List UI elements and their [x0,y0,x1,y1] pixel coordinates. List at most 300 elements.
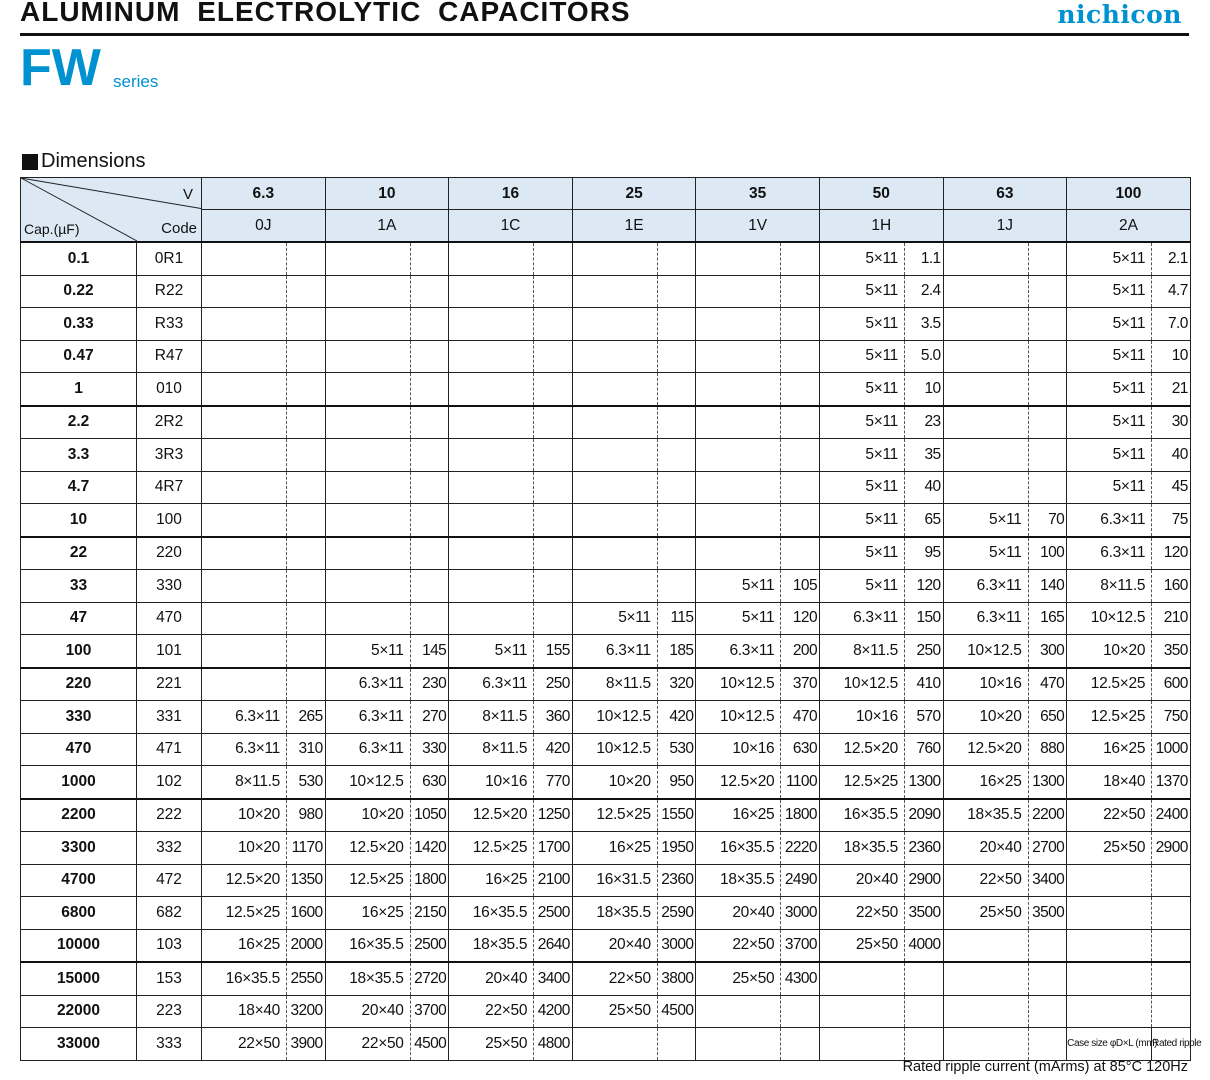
case-size-cell: 6.3×11 [943,602,1028,635]
ripple-current-cell: 1100 [781,766,820,799]
case-size-cell: 20×40 [325,995,410,1028]
ripple-current-cell [534,537,573,570]
ripple-current-cell [657,308,696,341]
case-size-cell [325,471,410,504]
case-size-cell: 12.5×25 [325,864,410,897]
corner-capacitance-label: Cap.(µF) [24,221,80,237]
case-size-cell: 10×12.5 [1067,602,1152,635]
table-row [21,701,1191,734]
capacitance-code: 0R1 [137,242,202,275]
capacitance-value: 33 [69,576,88,594]
table-row [21,766,1191,799]
ripple-current-cell [657,242,696,275]
case-size-cell: 16×35.5 [202,962,287,995]
case-size-cell: 5×11 [819,373,904,406]
ripple-current-cell [1028,406,1067,439]
capacitance-code: 2R2 [137,406,202,439]
ripple-current-cell: 2590 [657,897,696,930]
table-row [21,471,1191,504]
case-size-cell [325,504,410,537]
capacitance-code: R33 [137,308,202,341]
case-size-cell: 25×50 [572,995,657,1028]
ripple-current-cell [1152,897,1191,930]
ripple-current-cell: 7.0 [1152,308,1191,341]
case-size-cell: 12.5×25 [819,766,904,799]
ripple-current-cell: 980 [287,799,326,832]
ripple-current-cell: 2400 [1152,799,1191,832]
case-size-cell [696,275,781,308]
header-divider [20,33,1189,36]
case-size-cell: 18×35.5 [325,962,410,995]
capacitance-cell [21,406,137,439]
capacitance-code: 682 [137,897,202,930]
legend-case-size: Case size φD×L (mm) [1067,1028,1152,1061]
ripple-current-cell [781,340,820,373]
ripple-current-cell [410,275,449,308]
case-size-cell [325,275,410,308]
case-size-cell [572,373,657,406]
ripple-current-cell: 230 [410,668,449,701]
ripple-current-cell [287,308,326,341]
case-size-cell: 22×50 [449,995,534,1028]
case-size-cell: 10×16 [819,701,904,734]
case-size-cell: 6.3×11 [325,668,410,701]
capacitance-code: 101 [137,635,202,668]
case-size-cell: 20×40 [572,929,657,962]
ripple-current-cell: 420 [534,733,573,766]
capacitance-cell [21,504,137,537]
case-size-cell [1067,962,1152,995]
ripple-current-cell: 150 [904,602,943,635]
ripple-current-cell [904,962,943,995]
capacitance-code: 153 [137,962,202,995]
capacitance-code: 330 [137,570,202,603]
case-size-cell [1067,995,1152,1028]
case-size-cell [325,242,410,275]
case-size-cell [696,439,781,472]
footnote: Rated ripple current (mArms) at 85°C 120Hz [902,1059,1188,1075]
capacitance-cell [21,766,137,799]
case-size-cell [202,471,287,504]
capacitance-cell [21,373,137,406]
ripple-current-cell [287,635,326,668]
ripple-current-cell: 1170 [287,832,326,865]
ripple-current-cell: 320 [657,668,696,701]
case-size-cell: 25×50 [819,929,904,962]
capacitance-code: R47 [137,340,202,373]
case-size-cell: 10×12.5 [696,701,781,734]
case-size-cell: 10×20 [202,799,287,832]
case-size-cell [449,602,534,635]
case-size-cell: 6.3×11 [819,602,904,635]
case-size-cell [325,439,410,472]
ripple-current-cell [534,602,573,635]
ripple-current-cell [410,406,449,439]
ripple-current-cell: 770 [534,766,573,799]
case-size-cell: 10×20 [325,799,410,832]
capacitance-cell [21,701,137,734]
ripple-current-cell [657,504,696,537]
case-size-cell: 16×25 [1067,733,1152,766]
case-size-cell: 5×11 [1067,373,1152,406]
case-size-cell [449,439,534,472]
table-row [21,570,1191,603]
case-size-cell: 10×20 [572,766,657,799]
ripple-current-cell: 3400 [1028,864,1067,897]
table-row [21,275,1191,308]
ripple-current-cell: 3000 [657,929,696,962]
capacitance-cell [21,471,137,504]
capacitance-code: 471 [137,733,202,766]
case-size-cell: 20×40 [449,962,534,995]
case-size-cell [202,537,287,570]
ripple-current-cell: 115 [657,602,696,635]
voltage-header: 6.3 [202,178,326,210]
ripple-current-cell: 1050 [410,799,449,832]
capacitance-code: 470 [137,602,202,635]
ripple-current-cell [781,995,820,1028]
case-size-cell [572,570,657,603]
case-size-cell: 5×11 [1067,471,1152,504]
ripple-current-cell [534,439,573,472]
case-size-cell: 5×11 [819,242,904,275]
ripple-current-cell: 4.7 [1152,275,1191,308]
voltage-header: 63 [943,178,1067,210]
case-size-cell: 5×11 [819,504,904,537]
capacitance-value: 0.47 [63,347,94,365]
ripple-current-cell: 70 [1028,504,1067,537]
case-size-cell: 6.3×11 [449,668,534,701]
case-size-cell: 6.3×11 [1067,537,1152,570]
capacitance-code: 332 [137,832,202,865]
voltage-header: 25 [572,178,696,210]
case-size-cell [696,308,781,341]
case-size-cell: 12.5×25 [202,897,287,930]
case-size-cell: 8×11.5 [449,733,534,766]
case-size-cell [449,471,534,504]
dimensions-table [20,177,1202,1061]
ripple-current-cell [534,471,573,504]
case-size-cell: 5×11 [943,504,1028,537]
capacitance-code: 4R7 [137,471,202,504]
ripple-current-cell [1152,962,1191,995]
ripple-current-cell: 155 [534,635,573,668]
ripple-current-cell: 2.1 [1152,242,1191,275]
ripple-current-cell: 250 [534,668,573,701]
case-size-cell [449,373,534,406]
ripple-current-cell: 1600 [287,897,326,930]
ripple-current-cell: 1800 [410,864,449,897]
capacitance-value: 470 [65,740,92,758]
table-row [21,504,1191,537]
ripple-current-cell: 1370 [1152,766,1191,799]
ripple-current-cell: 3400 [534,962,573,995]
ripple-current-cell [287,340,326,373]
ripple-current-cell [657,340,696,373]
ripple-current-cell: 3500 [904,897,943,930]
case-size-cell: 10×16 [696,733,781,766]
case-size-cell: 5×11 [325,635,410,668]
ripple-current-cell: 120 [1152,537,1191,570]
case-size-cell: 5×11 [819,275,904,308]
capacitance-code: 220 [137,537,202,570]
ripple-current-cell: 2700 [1028,832,1067,865]
case-size-cell [202,570,287,603]
ripple-current-cell [287,373,326,406]
case-size-cell [202,308,287,341]
table-row [21,832,1191,865]
voltage-code-header: 2A [1067,210,1191,243]
case-size-cell: 22×50 [696,929,781,962]
ripple-current-cell [534,340,573,373]
ripple-current-cell: 370 [781,668,820,701]
capacitance-code: 3R3 [137,439,202,472]
voltage-header: 50 [819,178,943,210]
ripple-current-cell: 2500 [410,929,449,962]
ripple-current-cell: 2100 [534,864,573,897]
ripple-current-cell: 10 [1152,340,1191,373]
case-size-cell: 12.5×25 [449,832,534,865]
ripple-current-cell: 10 [904,373,943,406]
voltage-code-header: 1H [819,210,943,243]
case-size-cell: 16×25 [202,929,287,962]
case-size-cell: 5×11 [449,635,534,668]
ripple-current-cell: 330 [410,733,449,766]
case-size-cell [943,373,1028,406]
ripple-current-cell: 2090 [904,799,943,832]
ripple-current-cell [410,439,449,472]
ripple-current-cell [410,602,449,635]
ripple-current-cell: 1700 [534,832,573,865]
table-row [21,406,1191,439]
ripple-current-cell: 265 [287,701,326,734]
case-size-cell: 6.3×11 [202,733,287,766]
case-size-cell: 16×25 [572,832,657,865]
ripple-current-cell: 2900 [904,864,943,897]
case-size-cell: 16×35.5 [819,799,904,832]
ripple-current-cell: 120 [904,570,943,603]
ripple-current-cell: 630 [781,733,820,766]
case-size-cell [325,570,410,603]
case-size-cell: 16×35.5 [696,832,781,865]
case-size-cell: 18×35.5 [449,929,534,962]
case-size-cell [696,504,781,537]
case-size-cell [449,504,534,537]
ripple-current-cell: 4000 [904,929,943,962]
capacitance-value: 33000 [56,1034,101,1052]
case-size-cell: 10×12.5 [572,701,657,734]
case-size-cell: 5×11 [1067,439,1152,472]
ripple-current-cell: 600 [1152,668,1191,701]
case-size-cell [1067,864,1152,897]
case-size-cell: 16×35.5 [449,897,534,930]
case-size-cell: 25×50 [1067,832,1152,865]
table-row [21,308,1191,341]
case-size-cell [449,275,534,308]
case-size-cell: 16×31.5 [572,864,657,897]
case-size-cell: 22×50 [325,1028,410,1061]
table-row [21,439,1191,472]
case-size-cell [325,308,410,341]
case-size-cell: 6.3×11 [325,733,410,766]
case-size-cell: 25×50 [696,962,781,995]
case-size-cell [202,668,287,701]
case-size-cell [325,373,410,406]
series-code: FW [20,39,101,97]
case-size-cell: 10×16 [449,766,534,799]
ripple-current-cell: 250 [904,635,943,668]
case-size-cell: 10×12.5 [943,635,1028,668]
ripple-current-cell: 3800 [657,962,696,995]
ripple-current-cell: 105 [781,570,820,603]
capacitance-code: R22 [137,275,202,308]
case-size-cell: 12.5×20 [819,733,904,766]
case-size-cell: 22×50 [572,962,657,995]
case-size-cell [943,308,1028,341]
ripple-current-cell [410,537,449,570]
ripple-current-cell [1028,1028,1067,1061]
ripple-current-cell: 1350 [287,864,326,897]
capacitance-value: 22000 [56,1002,101,1020]
ripple-current-cell: 40 [1152,439,1191,472]
case-size-cell [819,995,904,1028]
case-size-cell [696,995,781,1028]
case-size-cell: 6.3×11 [696,635,781,668]
capacitance-cell [21,635,137,668]
voltage-header-row [21,178,1191,210]
case-size-cell: 18×35.5 [943,799,1028,832]
voltage-header: 100 [1067,178,1191,210]
table-row [21,340,1191,373]
brand-logo: nichicon [1057,0,1182,29]
case-size-cell: 10×12.5 [572,733,657,766]
capacitance-code: 221 [137,668,202,701]
case-size-cell: 10×12.5 [696,668,781,701]
ripple-current-cell: 45 [1152,471,1191,504]
table-row [21,1028,1191,1061]
case-size-cell: 16×25 [696,799,781,832]
ripple-current-cell [534,570,573,603]
case-size-cell [572,471,657,504]
case-size-cell [325,340,410,373]
table-row [21,929,1191,962]
ripple-current-cell: 4500 [410,1028,449,1061]
capacitance-cell [21,962,137,995]
case-size-cell: 8×11.5 [572,668,657,701]
ripple-current-cell: 100 [1028,537,1067,570]
table-row [21,373,1191,406]
case-size-cell [819,1028,904,1061]
voltage-code-header: 0J [202,210,326,243]
capacitance-cell [21,537,137,570]
case-size-cell [943,471,1028,504]
case-size-cell [572,242,657,275]
capacitance-value: 330 [65,707,92,725]
case-size-cell [325,537,410,570]
ripple-current-cell [781,1028,820,1061]
ripple-current-cell [781,373,820,406]
voltage-code-header: 1A [325,210,449,243]
ripple-current-cell [1028,340,1067,373]
case-size-cell: 10×12.5 [819,668,904,701]
ripple-current-cell [287,537,326,570]
ripple-current-cell: 470 [781,701,820,734]
capacitance-value: 220 [65,675,92,693]
case-size-cell [572,537,657,570]
ripple-current-cell [657,471,696,504]
ripple-current-cell [657,275,696,308]
case-size-cell: 5×11 [943,537,1028,570]
case-size-cell: 5×11 [819,406,904,439]
case-size-cell: 10×20 [943,701,1028,734]
table-row [21,668,1191,701]
capacitance-cell [21,929,137,962]
ripple-current-cell [781,406,820,439]
ripple-current-cell [534,275,573,308]
voltage-header: 35 [696,178,820,210]
table-row [21,897,1191,930]
capacitance-value: 10 [69,510,88,528]
case-size-cell: 5×11 [1067,275,1152,308]
case-size-cell [696,471,781,504]
ripple-current-cell: 530 [287,766,326,799]
case-size-cell [572,504,657,537]
ripple-current-cell [410,570,449,603]
ripple-current-cell [410,308,449,341]
case-size-cell [572,406,657,439]
case-size-cell [1067,897,1152,930]
ripple-current-cell: 23 [904,406,943,439]
ripple-current-cell [287,471,326,504]
capacitance-cell [21,602,137,635]
ripple-current-cell: 1550 [657,799,696,832]
case-size-cell: 6.3×11 [572,635,657,668]
ripple-current-cell: 4300 [781,962,820,995]
square-bullet-icon [22,154,38,170]
capacitance-cell [21,242,137,275]
case-size-cell: 10×20 [202,832,287,865]
case-size-cell [943,406,1028,439]
capacitance-cell [21,308,137,341]
capacitance-code: 102 [137,766,202,799]
case-size-cell: 12.5×20 [449,799,534,832]
ripple-current-cell: 3900 [287,1028,326,1061]
capacitance-code: 103 [137,929,202,962]
case-size-cell [943,995,1028,1028]
case-size-cell [572,1028,657,1061]
case-size-cell [449,242,534,275]
case-size-cell: 5×11 [1067,242,1152,275]
case-size-cell: 22×50 [202,1028,287,1061]
ripple-current-cell: 760 [904,733,943,766]
capacitance-value: 22 [69,544,88,562]
ripple-current-cell: 570 [904,701,943,734]
case-size-cell: 12.5×20 [325,832,410,865]
ripple-current-cell [1152,929,1191,962]
ripple-current-cell: 185 [657,635,696,668]
case-size-cell [202,340,287,373]
ripple-current-cell [781,275,820,308]
table-row [21,602,1191,635]
case-size-cell [449,570,534,603]
ripple-current-cell: 950 [657,766,696,799]
ripple-current-cell [781,504,820,537]
ripple-current-cell: 410 [904,668,943,701]
ripple-current-cell [287,570,326,603]
capacitance-cell [21,668,137,701]
voltage-header: 10 [325,178,449,210]
ripple-current-cell: 160 [1152,570,1191,603]
